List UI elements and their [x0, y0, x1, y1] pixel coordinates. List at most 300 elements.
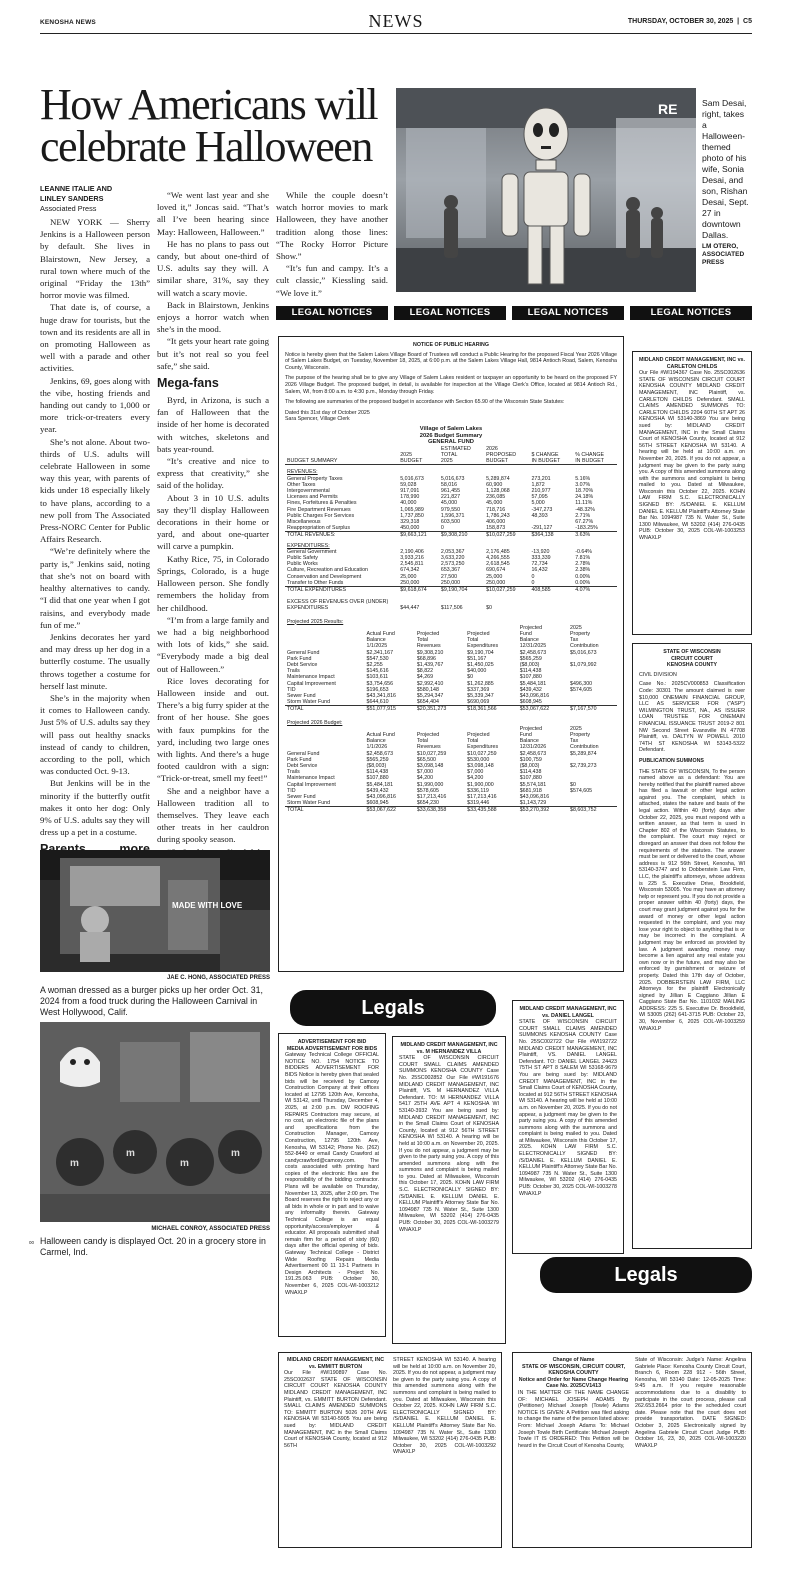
table-cell: $8,822	[416, 668, 434, 675]
table-cell: Total	[467, 637, 479, 644]
table-cell: $53,270,392	[518, 807, 568, 814]
table-cell: Fines, Forfeitures & Penalties	[287, 500, 357, 507]
table-cell: 7.81%	[575, 554, 591, 561]
table-cell: Other Taxes	[287, 481, 316, 488]
table-cell: 1/1/2026	[366, 744, 388, 751]
table-cell: $33,435,588	[465, 807, 518, 814]
article-paragraph: She’s in the majority when it comes to Halloween candy. Just 5% of U.S. adults say they will pass out healthy snacks instead of candy to children, according to the poll, which was conducted Oct. 9-13.	[40, 692, 150, 777]
table-cell: $336,119	[467, 787, 489, 794]
table-cell: $364,138	[529, 532, 573, 539]
table-cell: 603,500	[440, 518, 461, 525]
table-cell: $681,918	[519, 787, 542, 794]
paper-name: KENOSHA NEWS	[40, 19, 96, 26]
table-cell: TID	[287, 787, 296, 794]
table-cell: 1,128,068	[486, 487, 510, 494]
table-cell: $43,341,816	[366, 693, 396, 700]
article-paragraph: “I’m from a large family and we had a big neighborhood with lots of kids,” she said. “Everybody made a big deal out of Halloween.”	[157, 614, 269, 674]
notice-hernandez-villa	[392, 1036, 506, 1344]
table-cell: $7,167,570	[568, 706, 617, 713]
table-cell: $644,610	[366, 699, 389, 706]
table-cell: $2,992,410	[416, 680, 444, 687]
table-row	[285, 532, 617, 539]
table-cell: $4,200	[467, 775, 484, 782]
table-cell: Maintenance Impact	[287, 674, 335, 681]
notice-dalton-body: Case No.: 2025CV000853 Classification Code: 30301 The amount claimed is over $10,000 ONEMAIN FINANCIAL GROUP, LLC AS SERVICER FOR ("ASP") WILMINGTON TRUST, NA., AS ISSUER LOAN TRUSTEE FOR ONEMAIN FINANCIAL ISSUANCE TRUST 2019-2 801 NW Second Street Evansville IN 47708 Plaintiff, vs. DALTYN W POWELL 2010 74TH ST KENOSHA WI 53143-5322 Defendant.	[639, 681, 745, 754]
article-paragraph: “We went last year and she loved it,” Joncas said. “That’s all I’ve been hearing since May: Halloween, Halloween.”	[157, 190, 269, 237]
table-cell: $3,098,148	[467, 763, 494, 770]
article-paragraph: Jenkins decorates her yard and may dress up her dog in a butterfly costume. The usually throws together a costume for herself last minute.	[40, 631, 150, 691]
headline: How Americans will celebrate Halloween	[40, 80, 378, 171]
notice-name-title-4: Case No. 2025CV1413	[545, 1383, 602, 1390]
page-date: THURSDAY, OCTOBER 30, 2025 | C5	[627, 18, 752, 25]
table-cell: $100,759	[519, 756, 542, 763]
table-cell: BUDGET	[484, 458, 529, 465]
table-cell: 11.11%	[575, 500, 593, 507]
table-cell: Transfer to Other Funds	[287, 579, 344, 586]
table-cell: 60,900	[486, 481, 503, 488]
table-cell: 1,872	[531, 481, 545, 488]
notice-bid-title-2: MEDIA ADVERTISEMENT FOR BIDS	[286, 1045, 378, 1052]
notice-bid-title-1: ADVERTISEMENT FOR BID	[297, 1039, 367, 1045]
table-cell: 158,873	[486, 525, 506, 532]
table-cell: 4.07%	[573, 586, 617, 593]
table-cell: 408,585	[529, 586, 573, 593]
table-cell: $17,213,416	[416, 794, 447, 801]
article-paragraph: “It gets your heart rate going but it’s not real so you feel safe,” she said.	[157, 336, 269, 371]
food-truck-illustration	[40, 850, 270, 972]
notice-burton-col-1	[284, 1357, 387, 1543]
table-cell: Balance	[519, 738, 539, 745]
legal-notices-bar-1: LEGAL NOTICES	[276, 306, 388, 320]
byline-names-2: LINLEY SANDERS	[40, 194, 104, 203]
table-cell: 2,573,250	[440, 561, 465, 568]
table-cell: $608,945	[519, 699, 542, 706]
table-cell: $107,880	[366, 775, 389, 782]
table-section-row	[285, 465, 617, 476]
table-cell: -13,920	[531, 548, 550, 555]
table-cell: $10,027,259	[467, 750, 497, 757]
table-cell: $114,438	[366, 769, 389, 776]
svg-text:m: m	[180, 1158, 189, 1169]
notice-langel-title: MIDLAND CREDIT MANAGEMENT, INC vs. DANIEL LANGEL	[519, 1006, 617, 1019]
table-cell: 16,432	[531, 567, 548, 574]
table-cell: General Government	[287, 548, 337, 555]
table-cell: Tax	[570, 637, 579, 644]
table-cell: General Property Taxes	[287, 475, 343, 482]
article-paragraph: He has no plans to pass out candy, but about one-third of U.S. adults say they will. A similar share, 31%, say they will watch a scary movie.	[157, 238, 269, 298]
table-cell: $337,369	[467, 686, 490, 693]
table-cell	[568, 800, 617, 807]
table-cell: Debt Service	[287, 662, 318, 669]
table-cell: $53,067,622	[365, 807, 415, 814]
candy-illustration	[40, 1022, 270, 1222]
table-cell: $530,000	[467, 756, 490, 763]
table-cell: 2.78%	[575, 561, 591, 568]
article-paragraph: Byrd, in Arizona, is such a fan of Halloween that the inside of her home is decorated with witches, skeletons and bats year-round.	[157, 395, 269, 454]
table-row	[285, 706, 617, 713]
table-cell: 2,053,367	[440, 548, 465, 555]
public-hearing-notice	[278, 336, 624, 972]
table-cell: 979,550	[440, 506, 461, 513]
table-cell: $20,351,273	[415, 706, 465, 713]
table-cell: $654,404	[416, 699, 439, 706]
byline	[40, 184, 150, 214]
table-cell: $ CHANGE	[531, 451, 559, 458]
table-cell: 5,016,673	[440, 475, 465, 482]
table-cell: Projected	[416, 732, 440, 739]
table-row	[285, 580, 617, 587]
table-cell: PROPOSED	[486, 451, 517, 458]
notice-burton-title: MIDLAND CREDIT MANAGEMENT, INC vs. EMMITT BURTON	[286, 1357, 385, 1370]
article-column-1	[40, 216, 150, 856]
table-cell: TOTAL REVENUES:	[285, 532, 398, 539]
table-cell: -347,273	[531, 506, 553, 513]
article-paragraph: But Jenkins will be in the minority if the butterfly outfit makes it onto her dog: Only 9% of U.S. adults say they will dress up a pet in a costume.	[40, 778, 150, 838]
table-cell: Debt Service	[287, 763, 318, 770]
table-cell: 5,289,874	[486, 475, 510, 482]
photo-truck-credit: JAE C. HONG, ASSOCIATED PRESS	[166, 975, 270, 981]
table-section-row	[285, 615, 617, 625]
table-cell: 690,674	[486, 567, 506, 574]
table-cell: 72,734	[531, 561, 548, 568]
notice-burton-col-2	[393, 1357, 496, 1543]
notice-burton-body: Our File #WI190897 Case No. 25SC002637 STATE OF WISCONSIN CIRCUIT COURT KENOSHA COUNTY MIDLAND CREDIT MANAGEMENT, INC Plaintiff, vs. EMMITT BURTON Defendant. SMALL CLAIMS AMENDED SUMMONS TO: EMMITT BURTON 5026 20TH AVE KENOSHA WI 53140-5905 You are being sued by: MIDLAND CREDIT MANAGEMENT, INC in the Small Claims Court of KENOSHA County, located at 912 56TH	[284, 1370, 387, 1449]
table-cell: $145,616	[366, 668, 389, 675]
excess-row-1	[285, 593, 617, 605]
notice-bid-body: Gateway Technical College OFFICIAL NOTICE NO. 1754 NOTICE TO BIDDERS ADVERTISEMENT FOR BIDS Notice is hereby given that sealed bids will be received by Camosy Construction Company at their offices located at 12795 120th Ave, Kenosha, WI 53142, until Thursday, December 4, 2025, at 2:00 p.m. DW ROOFING REPAIRS Contractors may secure, at no cost, an electronic file of the plans and specifications from the Construction Manager, Camosy Construction, 12795 120th Ave, Kenosha, WI 53142; Phone No. (262) 552-8440 or email Candy Crawford at candycrawford@camosy.com. The costs associated with printing hard copies of the electronic files are the responsibility of the bidding contractor. Plans will be available on Thursday, November 13, 2025, after 2:00 pm. The Board reserves the right to reject any or all bids in whole or in part and to waive any informality therein. Gateway Technical College is an equal opportunity/access/employer & educator. All proposals submitted shall remain firm for a period of sixty (60) days after the official opening of bids. Gateway Technical College - District Wide Roofing Repairs Media Advertisement 00 11 13-1 Partners in Design Architects - Project No. 191.25.063 PUB: October 30, November 6, 2025 COL-WI-1003212 WNAXLP	[285, 1052, 379, 1296]
table-cell: $107,880	[519, 775, 542, 782]
table-cell: 12/31/2025	[519, 643, 547, 650]
table-cell: 0.00%	[575, 579, 591, 586]
table-cell: $1,079,992	[570, 662, 597, 669]
table-cell: Capital Improvement	[287, 781, 336, 788]
photo-truck-caption: A woman dressed as a burger picks up her order Oct. 31, 2024 from a food truck during the Halloween Carnival in West Hollywood, Calif.	[40, 985, 263, 1017]
table-cell: 1/1/2025	[366, 643, 388, 650]
table-cell: 2.38%	[575, 567, 591, 574]
table-cell: 2025	[570, 624, 582, 631]
table-cell: $2,739,273	[570, 763, 597, 770]
table-cell: Total	[467, 738, 479, 745]
table-cell: $51,077,915	[365, 706, 415, 713]
table-cell: $4,200	[416, 775, 434, 782]
table-cell: $114,438	[519, 668, 542, 675]
subhead-megafans: Mega-fans	[157, 376, 219, 391]
table-cell: 210,977	[531, 487, 551, 494]
page-number: C5	[743, 18, 752, 25]
summary-title-2: 2026 Budget Summary	[419, 432, 483, 439]
table-row	[285, 458, 617, 465]
article-paragraph: About 3 in 10 U.S. adults say they’ll display Halloween decorations in their home or yard, and about one-quarter will carve a pumpkin.	[157, 492, 269, 552]
table-cell: Trails	[287, 668, 300, 675]
excess-row-2	[285, 605, 617, 611]
table-cell: % CHANGE	[575, 451, 605, 458]
table-cell: Total	[416, 637, 429, 644]
table-cell: $103,611	[366, 674, 389, 681]
table-section-label: EXPENDITURES:	[287, 542, 330, 549]
table-cell: 250,000	[400, 579, 420, 586]
table-section-label: Projected 2025 Results:	[287, 618, 344, 625]
notice-daltyn-powell	[632, 643, 752, 1249]
table-row	[285, 807, 617, 814]
photo-candy-caption: Halloween candy is displayed Oct. 20 in a grocery store in Carmel, Ind.	[40, 1236, 266, 1257]
table-cell: $114,438	[519, 769, 542, 776]
article-paragraph: That date is, of course, a huge draw for tourists, but the town and its residents are all in on promoting Halloween as well with a parade and other activities.	[40, 302, 150, 374]
table-cell: Sewer Fund	[287, 693, 316, 700]
notice-name-title-3: Notice and Order for Name Change Hearing	[518, 1376, 629, 1383]
table-cell: 236,085	[486, 494, 506, 501]
table-cell: Projected	[467, 732, 490, 739]
table-cell: 5.16%	[575, 475, 591, 482]
table-cell: ($8,003)	[366, 763, 387, 770]
table-cell: 1,786,243	[486, 512, 510, 519]
table-cell: $1,262,885	[467, 680, 494, 687]
notice-name-col-1	[518, 1357, 629, 1543]
table-cell: 3.63%	[573, 532, 617, 539]
legal-notices-bar-3: LEGAL NOTICES	[512, 306, 624, 320]
table-cell: $10,027,259	[416, 750, 447, 757]
notice-advertisement-bid	[278, 1033, 386, 1337]
notice-dalton-body2: THE STATE OF WISCONSIN, To the person named above as a defendant: You are hereby notified that the plaintiff named above has filed a lawsuit or other legal action against you. The complaint, which is attached, states the nature and basis of the legal action. Within 40 (forty) days after October 22, 2025, you must respond with a written answer, as that term is used in Chapter 802 of the Wisconsin Statutes, to the complaint. The court may reject or disregard an answer that does not follow the requirements of the statutes. The answer must be sent or delivered to the court, whose address is 912 56th Street, Kenosha, WI 53140-3747 and to Dobberstein Law Firm, LLC, the plaintiff’s attorneys, whose address is 225 S. Executive Drive, Brookfield, Wisconsin 53005. You may have an attorney help or represent you. If you do not provide a proper answer within 40 (forty) days, the court may grant judgment against you for the award of money or other legal action requested in the complaint, and you may lose your right to object to anything that is or may be incorrect in the complaint. A judgment may be enforced as provided by law. A judgment awarding money may become a lien against any real estate you own now or in the future, and may also be enforced by garnishment or seizure of property. Dated this 17th day of October, 2025. DOBBERSTEIN LAW FIRM, LLC Attorneys for the plaintiff Electronically signed by Jillian E Caggiano Jillian E Caggiano State Bar No. 1101032 MAILING ADDRESS: 225 S. Executive Dr. Brookfield, WI 53005 (262) 641-3715 PUB: October 23, 30, November 6, 2025 COL-WI-1003259 WNAXLP	[639, 768, 745, 1032]
table-cell: 3,633,220	[440, 554, 465, 561]
excess-label-2: EXPENDITURES	[287, 605, 329, 612]
table-cell: Sewer Fund	[287, 794, 316, 801]
table-cell: $9,308,210	[416, 649, 444, 656]
table-cell: $3,754,656	[366, 680, 394, 687]
table-cell: Projected	[519, 725, 543, 732]
table-cell: 25,000	[486, 573, 503, 580]
table-cell: $654,230	[416, 800, 439, 807]
table-cell: Property	[570, 732, 591, 739]
table-cell: 329,318	[400, 518, 420, 525]
table-cell: $40,000	[467, 668, 487, 675]
article-paragraph: Rice loves decorating for Halloween inside and out. There’s a big furry spider at the front of her house. She goes with faux pumpkins for the yard, including two large ones with lights. And there’s a huge footed cauldron with a sign: “Trick-or-treat, smell my feet!”	[157, 675, 269, 784]
table-cell: $1,450,025	[467, 662, 494, 669]
table-cell: $565,259	[519, 655, 542, 662]
table-cell: 450,000	[400, 525, 420, 532]
table-cell: Storm Water Fund	[287, 800, 331, 807]
table-cell: IN BUDGET	[529, 458, 573, 465]
article-paragraph: Jenkins, 69, goes along with the vibe, hosting friends and handing out candy to 1,000 or more trick-or-treaters every year.	[40, 375, 150, 435]
table-cell: $496,300	[570, 680, 593, 687]
article-paragraph: She and a neighbor have a Halloween tradition all to themselves. They leave each other treats in her cauldron during spooky season.	[157, 785, 269, 845]
table-cell: $53,067,622	[518, 706, 568, 713]
table-cell: $65,500	[416, 756, 436, 763]
table-cell: $2,255	[366, 662, 383, 669]
budget-summary-table	[285, 446, 617, 612]
article-paragraph: Kathy Rice, 75, in Colorado Springs, Colorado, is a huge Halloween person. She fondly remembers the holiday from her childhood.	[157, 553, 269, 613]
table-cell: 67.27%	[575, 518, 594, 525]
table-cell: $580,148	[416, 686, 439, 693]
table-cell: $2,458,673	[519, 649, 547, 656]
table-cell: 12/31/2026	[519, 744, 547, 751]
table-cell: 1,737,850	[400, 512, 424, 519]
notice-name-change	[512, 1352, 752, 1548]
table-cell: $68,896	[416, 655, 436, 662]
table-row	[285, 699, 617, 706]
table-cell: 406,000	[486, 518, 506, 525]
table-cell: Balance	[366, 738, 386, 745]
table-cell: $565,259	[366, 756, 389, 763]
table-cell: $10,027,259	[484, 586, 529, 593]
notice-carleton-title: MIDLAND CREDIT MANAGEMENT, INC vs. CARLETON CHILDS	[639, 357, 745, 370]
table-cell: $319,446	[467, 800, 490, 807]
table-cell: $5,574,181	[519, 781, 547, 788]
table-cell: 3,933,216	[400, 554, 424, 561]
table-cell: -48.32%	[575, 506, 595, 513]
table-cell: $43,096,816	[519, 693, 550, 700]
table-cell: 5,016,673	[400, 475, 424, 482]
table-cell: Reappropriation of Surplus	[287, 525, 351, 532]
table-cell: $107,880	[519, 674, 542, 681]
excess-value: $0	[486, 605, 492, 612]
table-cell: Conservation and Development	[287, 573, 362, 580]
table-cell: TOTAL	[285, 706, 365, 713]
hearing-clerk: Sara Spencer, Village Clerk	[285, 416, 350, 423]
table-cell: $9,663,121	[398, 532, 439, 539]
date-text: THURSDAY, OCTOBER 30, 2025	[627, 18, 734, 25]
table-cell: $7,000	[416, 769, 434, 776]
notice-dalton-title-3: KENOSHA COUNTY	[666, 662, 718, 669]
table-cell: 48,393	[531, 512, 548, 519]
notice-carleton-childs	[632, 351, 752, 635]
table-cell: $196,653	[366, 686, 389, 693]
legals-header-1: Legals	[290, 990, 496, 1026]
table-cell: 674,342	[400, 567, 420, 574]
table-cell: $9,190,704	[467, 649, 494, 656]
svg-text:RE: RE	[658, 101, 678, 117]
budget-summary-title	[285, 426, 617, 446]
table-cell: Trails	[287, 769, 300, 776]
table-cell: Licenses and Permits	[287, 494, 338, 501]
notice-dalton-sub: CIVIL DIVISION	[639, 671, 677, 678]
table-cell: -183.25%	[575, 525, 598, 532]
table-cell: BUDGET	[398, 458, 439, 465]
table-cell: Revenues	[416, 744, 441, 751]
table-cell: $8,603,752	[568, 807, 617, 814]
table-cell: 250,000	[440, 579, 461, 586]
table-cell: Balance	[366, 637, 386, 644]
hearing-p3: The following are summaries of the proposed budget in accordance with Section 65.90 of the Wisconsin State Statutes:	[285, 399, 565, 406]
table-cell: 1,596,371	[440, 512, 465, 519]
projected-2025-table	[285, 615, 617, 713]
table-cell: Fire Department Revenues	[287, 506, 351, 513]
table-cell: $9,618,674	[398, 586, 439, 593]
table-cell: 2,176,485	[486, 548, 510, 555]
byline-names-1: LEANNE ITALIE AND	[40, 184, 113, 193]
photo-candy-credit: MICHAEL CONROY, ASSOCIATED PRESS	[151, 1226, 270, 1232]
article-paragraph: While the couple doesn’t watch horror movies to mark Halloween, they have another tradition along those lines: “The Rocky Horror Picture Show.”	[276, 190, 388, 262]
table-cell: Property	[570, 631, 591, 637]
table-cell: Fund	[519, 732, 532, 739]
article-paragraph: Back in Blairstown, Jenkins enjoys a horror watch when she’s in the mood.	[157, 299, 269, 335]
notice-name-body2: State of Wisconsin: Judge’s Name: Angelina Gabriele Place: Kenosha County Circuit Court, Branch 6, Room 228 912 - 56th Street, Kenosha, WI 53140 Date: 12-05-2025 Time: 9:45 a.m. If you require reasonable accommodations due to a disability to participate in the court process, please call 262.653.2664 prior to the scheduled court date. Please note that the court does not provide transportation. DATE SIGNED: October 3, 2025 Electronically signed by Angelina Gabriele Circuit Court Judge PUB: October 16, 23, 30, 2025 COL-WI-1003220 WNAXLP	[635, 1357, 746, 1449]
table-cell: ($8,003)	[519, 763, 540, 770]
table-cell: $1,990,000	[416, 781, 444, 788]
photo-candy	[40, 1022, 270, 1222]
table-cell: 18.70%	[575, 487, 594, 494]
truck-sign: MADE WITH LOVE	[172, 901, 243, 910]
table-cell: $51,167	[467, 655, 487, 662]
table-cell: 45,000	[440, 500, 458, 507]
article-paragraph: She’s not alone. About two-thirds of U.S. adults will celebrate Halloween in some way this year, with parents of kids under 18 especially likely to have plans, according to a new poll from The Associated Press-NORC Center for Public Affairs Research.	[40, 436, 150, 545]
article-paragraph: “It’s fun and campy. It’s a cult classic,” Kiessling said. “We love it.”	[276, 263, 388, 298]
table-cell: $690,069	[467, 699, 490, 706]
table-cell: $2,458,673	[366, 750, 394, 757]
svg-text:m: m	[70, 1158, 79, 1169]
table-cell: 57,095	[531, 494, 548, 501]
table-cell: $5,484,181	[366, 781, 394, 788]
summary-title-3: GENERAL FUND	[428, 439, 474, 446]
notice-villa-title: MIDLAND CREDIT MANAGEMENT, INC vs. M HERNANDEZ VILLA	[400, 1042, 498, 1055]
byline-org: Associated Press	[40, 204, 97, 213]
table-cell: 2025	[570, 725, 582, 732]
table-cell: Actual Fund	[366, 631, 395, 637]
table-cell: Intergovernmental	[287, 487, 330, 494]
photo-food-truck	[40, 850, 270, 972]
table-cell: $608,945	[366, 800, 389, 807]
table-cell: $574,605	[570, 686, 593, 693]
table-cell: 0.00%	[575, 573, 591, 580]
notice-name-col-2	[635, 1357, 746, 1543]
table-cell: ($8,003)	[519, 662, 540, 669]
hearing-title: NOTICE OF PUBLIC HEARING	[413, 342, 489, 348]
table-cell: 961,455	[440, 487, 461, 494]
table-cell: $5,484,181	[519, 680, 547, 687]
notice-daniel-langel	[512, 1000, 624, 1254]
notice-carleton-body: Our File #WI194367 Case No. 25SC002636 STATE OF WISCONSIN CIRCUIT COURT KENOSHA COUNTY MIDLAND CREDIT MANAGEMENT, INC Plaintiff, vs. CARLETON CHILDS Defendant. SMALL CLAIMS AMENDED SUMMONS TO: CARLETON CHILDS 2204 60TH ST APT 26 KENOSHA WI 53140-3869 You are being sued by: MIDLAND CREDIT MANAGEMENT, INC in the Small Claims Court of KENOSHA County, located at 912 56TH STREET KENOSHA WI 53140. A hearing will be held at 10:00 a.m. on November 20, 2025. If you do not appear, a judgment may be given to the party suing you. A copy of this amended summons along with the summons and complaint is being mailed to you. Dated at Milwaukee, Wisconsin this October 22, 2025. KOHN LAW FIRM S.C. ELECTRONICALLY SIGNED BY: /S/DANIEL E. KELLUM DANIEL E. KELLUM Plaintiff’s Attorney State Bar No. 1094987 735 N. Water St., Suite 1300 Milwaukee, WI 53202 (414) 276-0435 PUB: October 30, 2025 COL-WI-1003253 WNAXLP	[639, 370, 745, 542]
table-section-label: Projected 2026 Budget:	[287, 719, 343, 726]
table-cell: TOTAL EXPENDITURES	[285, 586, 398, 593]
table-cell: 3.07%	[575, 481, 591, 488]
table-cell: Capital Improvement	[287, 680, 336, 687]
svg-text:m: m	[126, 1148, 135, 1159]
notice-name-body: IN THE MATTER OF THE NAME CHANGE OF: MICHAEL JOSEPH ADAMS By (Petitioner) Michael Joseph (Towle) Adams NOTICE IS GIVEN: A Petition was filed asking to change the name of the person listed above: From: Michael Joseph Adams To: Michael Joseph Towle Birth Certificate: Michael Joseph Towle IT IS ORDERED: This Petition will be heard in the Circuit Court of Kenosha County,	[518, 1389, 629, 1449]
table-row	[285, 525, 617, 532]
table-section-label: REVENUES:	[287, 469, 318, 476]
table-row	[285, 800, 617, 807]
table-cell: 25,000	[400, 573, 417, 580]
table-cell: $9,190,704	[439, 586, 484, 593]
table-cell: Park Fund	[287, 756, 312, 763]
table-cell: $9,308,210	[439, 532, 484, 539]
edge-code: 00	[29, 1240, 35, 1245]
table-cell: 0	[531, 573, 535, 580]
table-cell: General Fund	[287, 750, 320, 757]
table-cell: 0	[440, 525, 444, 532]
hearing-p2: The purpose of the hearing shall be to give any Village of Salem Lakes resident or taxpayer an opportunity to be heard on the proposed FY 2026 Village Budget. The proposed budget, in detail, is available for inspection at the Village Clerk’s Office, located at 9814 Antioch Rd., Salem, WI, from 8:00 a.m. to 4:30 p.m., Monday through Friday.	[285, 375, 617, 395]
table-cell: 58,016	[440, 481, 458, 488]
table-cell	[568, 699, 617, 706]
legal-notices-bar-2: LEGAL NOTICES	[394, 306, 506, 320]
table-cell: Expenditures	[467, 744, 499, 751]
table-cell: $4,269	[416, 674, 434, 681]
hearing-p1: Notice is hereby given that the Salem Lakes Village Board of Trustees will conduct a Public Hearing for the proposed Fiscal Year 2026 Village of Salem Lakes Budget, on Tuesday, November 18, 2025, at 6:00 p.m. at the Salem Lakes Village Hall, 9814 Antioch Road, Salem, Kenosha County, Wisconsin.	[285, 351, 617, 371]
table-cell: 2,190,406	[400, 548, 424, 555]
table-cell: -291,127	[531, 525, 553, 532]
table-cell: Expenditures	[467, 643, 499, 650]
table-cell: $1,900,000	[467, 781, 494, 788]
table-cell: 2,618,545	[486, 561, 510, 568]
skeleton-illustration	[396, 88, 696, 292]
table-cell: Projected	[467, 631, 490, 637]
legal-notices-bar-4: LEGAL NOTICES	[630, 306, 752, 320]
table-cell: $5,339,347	[467, 693, 494, 700]
table-cell: $2,458,673	[519, 750, 547, 757]
table-cell: $439,432	[366, 787, 389, 794]
table-cell: $43,096,816	[366, 794, 396, 801]
table-cell: Balance	[519, 637, 539, 644]
table-cell: $574,605	[570, 787, 593, 794]
